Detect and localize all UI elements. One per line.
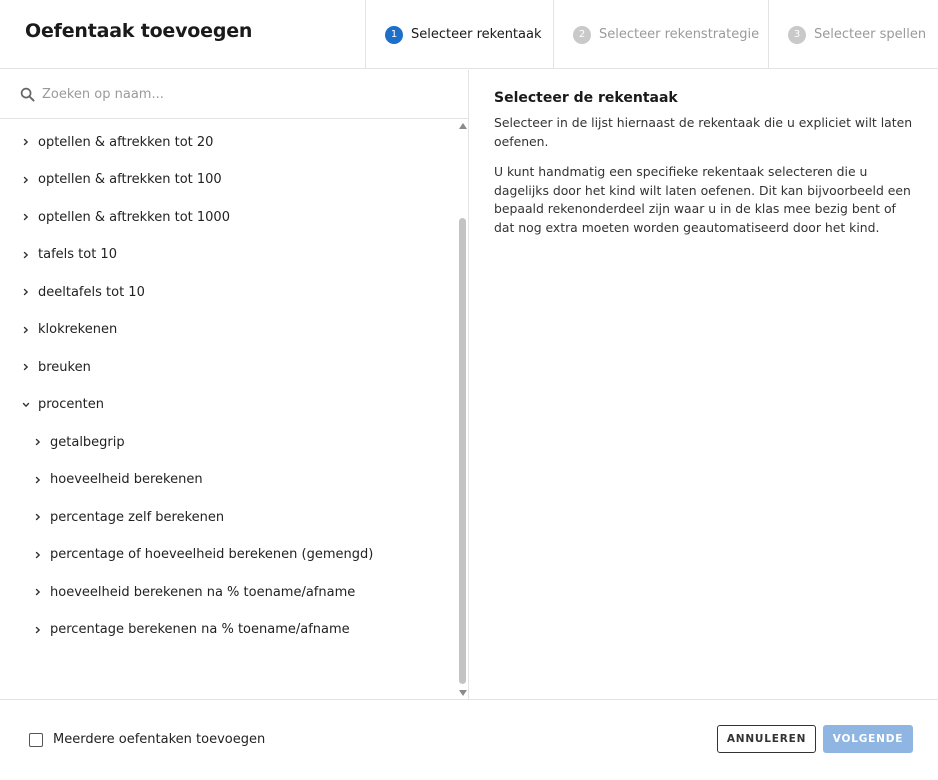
tree-item[interactable] — [22, 205, 230, 229]
tree-item[interactable] — [22, 243, 117, 267]
search-icon — [20, 87, 35, 102]
search-bar — [0, 70, 469, 119]
chevron-right-icon[interactable] — [22, 251, 30, 259]
tree-item-label: getalbegrip — [50, 434, 125, 450]
scroll-down-arrow-icon[interactable] — [459, 690, 467, 696]
tree-subitem[interactable] — [34, 468, 203, 492]
chevron-right-icon[interactable] — [22, 363, 30, 371]
chevron-right-icon[interactable] — [22, 326, 30, 334]
chevron-right-icon[interactable] — [34, 551, 42, 559]
tree-item[interactable] — [22, 393, 104, 417]
chevron-right-icon[interactable] — [34, 476, 42, 484]
chevron-right-icon[interactable] — [22, 288, 30, 296]
tree-item[interactable] — [22, 130, 213, 154]
tree-item-label: percentage berekenen na % toename/afname — [50, 622, 350, 637]
tree-item-label: optellen & aftrekken tot 100 — [38, 172, 222, 187]
task-tree — [0, 120, 455, 699]
tree-item-label: percentage of hoeveelheid berekenen (gemengd) — [50, 547, 374, 562]
step-number-1: 1 — [385, 26, 403, 44]
tree-item[interactable] — [22, 355, 91, 379]
chevron-right-icon[interactable] — [22, 213, 30, 221]
cancel-button[interactable]: ANNULEREN — [717, 725, 816, 753]
tree-item-label: optellen & aftrekken tot 20 — [38, 134, 214, 150]
multiple-tasks-checkbox[interactable] — [29, 733, 43, 747]
task-list-panel — [0, 70, 469, 699]
info-paragraph-1: Selecteer in de lijst hiernaast de rekentaak die u expliciet wilt laten oefenen. — [494, 115, 913, 149]
step-select-games[interactable] — [768, 0, 938, 69]
step-select-strategy[interactable] — [553, 0, 768, 69]
step-number-3: 3 — [788, 26, 806, 44]
step-label-2: Selecteer rekenstrategie — [599, 27, 760, 42]
tree-item-label: optellen & aftrekken tot 1000 — [38, 209, 230, 225]
tree-item-label: hoeveelheid berekenen — [50, 472, 203, 487]
info-title: Selecteer de rekentaak — [494, 90, 678, 106]
tree-item[interactable] — [22, 168, 222, 192]
tree-scrollbar[interactable] — [456, 120, 469, 699]
tree-subitem[interactable] — [34, 430, 125, 454]
tree-item[interactable] — [22, 318, 117, 342]
step-select-task[interactable] — [365, 0, 552, 69]
next-button[interactable]: VOLGENDE — [823, 725, 913, 753]
tree-subitem[interactable] — [34, 543, 373, 567]
tree-subitem[interactable] — [34, 618, 350, 642]
tree-item[interactable] — [22, 280, 145, 304]
tree-item-label: klokrekenen — [38, 322, 118, 337]
chevron-right-icon[interactable] — [34, 626, 42, 634]
step-label-1: Selecteer rekentaak — [411, 27, 542, 42]
chevron-right-icon[interactable] — [34, 438, 42, 446]
tree-item-label: deeltafels tot 10 — [38, 284, 145, 300]
tree-item-label: percentage zelf berekenen — [50, 509, 225, 525]
tree-item-label: procenten — [38, 397, 104, 412]
dialog-title: Oefentaak toevoegen — [25, 20, 253, 42]
multiple-tasks-label: Meerdere oefentaken toevoegen — [53, 732, 266, 747]
info-paragraph-2: U kunt handmatig een specifieke rekentaak selecteren die u dagelijks door het kind wilt laten oefenen. Dit kan bijvoorbeeld een bepaald rekenonderdeel zijn waar u in de klas mee bezig bent of dat nog extra moeten worden geautomatiseerd door het kind. — [494, 164, 911, 235]
chevron-right-icon[interactable] — [34, 588, 42, 596]
dialog-header — [0, 0, 938, 69]
chevron-down-icon[interactable] — [22, 401, 30, 409]
chevron-right-icon[interactable] — [22, 176, 30, 184]
tree-subitem[interactable] — [34, 580, 355, 604]
step-number-2: 2 — [573, 26, 591, 44]
chevron-right-icon[interactable] — [22, 138, 30, 146]
multiple-tasks-option[interactable] — [29, 732, 265, 747]
tree-subitem[interactable] — [34, 505, 224, 529]
tree-item-label: hoeveelheid berekenen na % toename/afname — [50, 584, 356, 600]
chevron-right-icon[interactable] — [34, 513, 42, 521]
info-panel — [470, 70, 938, 699]
search-input[interactable] — [42, 87, 442, 102]
dialog-footer — [0, 699, 938, 780]
step-label-3: Selecteer spellen — [814, 27, 927, 42]
scroll-thumb[interactable] — [459, 218, 466, 684]
scroll-up-arrow-icon[interactable] — [459, 123, 467, 129]
tree-item-label: tafels tot 10 — [38, 247, 117, 262]
tree-item-label: breuken — [38, 359, 91, 375]
